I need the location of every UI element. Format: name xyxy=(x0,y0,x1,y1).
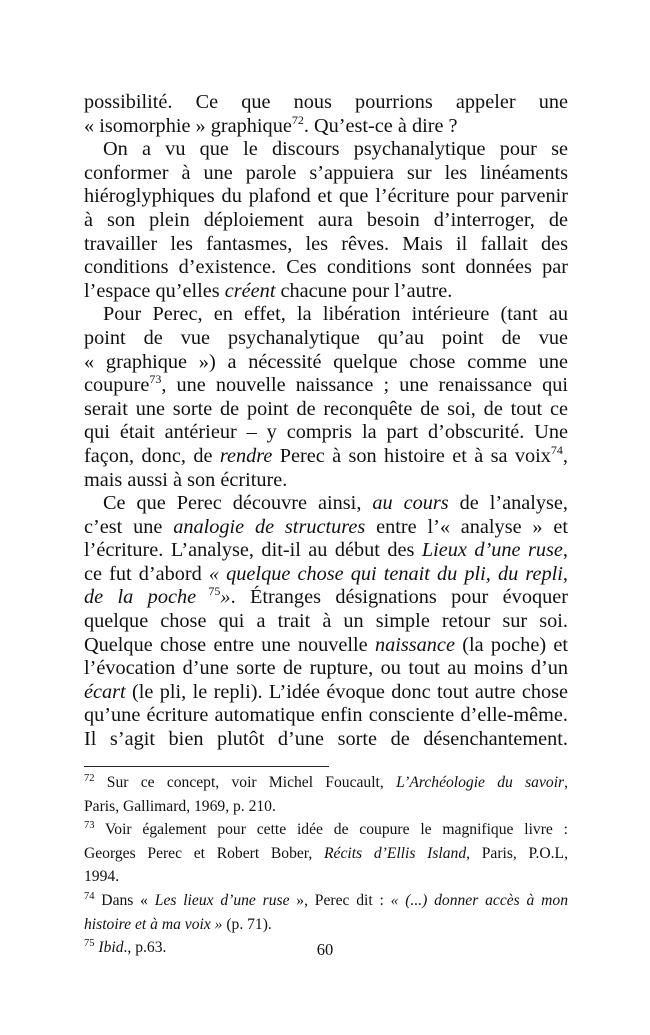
text-run: point de vue psychanalytique qu’au point de vue xyxy=(84,326,568,349)
body-line xyxy=(84,516,568,540)
text-run: . Qu’est-ce à dire ? xyxy=(303,114,458,137)
text-run: façon, donc, de xyxy=(84,444,220,467)
italic-text: naissance xyxy=(374,633,455,656)
italic-text: « quelque chose qui tenait du pli, du repli, xyxy=(208,562,568,585)
text-run: 1994. xyxy=(84,868,120,886)
body-line xyxy=(84,492,568,516)
body-line xyxy=(84,442,568,469)
text-run: , Paris, P.O.L, xyxy=(466,844,568,862)
text-run: chacune pour l’autre. xyxy=(275,279,453,302)
text-run: Pour Perec, en effet, la libération intérieure (tant au xyxy=(103,303,568,326)
body-line xyxy=(84,469,568,493)
body-line xyxy=(84,233,568,257)
text-run: travailler les fantasmes, les rêves. Mais il fallait des xyxy=(84,232,568,255)
text-run: serait une sorte de point de reconquête de soi, de tout ce xyxy=(84,397,568,420)
text-run: « isomorphie » graphique xyxy=(84,114,292,137)
text-run: . Étranges désignations pour évoquer xyxy=(230,586,569,609)
body-line xyxy=(84,256,568,280)
text-run: , une nouvelle naissance ; une renaissance qui xyxy=(161,374,568,397)
footnote-reference: 72 xyxy=(291,112,304,127)
text-run: ce fut d’abord xyxy=(84,562,209,585)
text-run: Perec à son histoire et à sa voix xyxy=(272,444,551,467)
footnote-reference: 75 xyxy=(84,938,95,950)
text-run: (p. 71). xyxy=(222,915,272,933)
italic-text: L’Archéologie du savoir xyxy=(396,774,565,791)
text-run: , xyxy=(562,539,568,562)
footnote-reference: 74 xyxy=(84,890,95,902)
text-run: l’évocation d’une sorte de rupture, ou tout au moins d’un xyxy=(84,657,568,680)
text-run: , xyxy=(564,774,569,791)
text-run: qui était antérieur – y compris la part d’obscurité. Une xyxy=(84,421,568,444)
text-run: conformer à une parole s’appuiera sur les linéaments xyxy=(84,161,568,184)
text-run: quelque chose qui a trait à un simple retour sur soi. xyxy=(84,610,568,633)
body-line xyxy=(84,112,568,139)
body-line xyxy=(84,351,568,375)
italic-text: » xyxy=(220,586,231,609)
footnotes xyxy=(84,773,568,962)
text-run: mais aussi à son écriture. xyxy=(84,468,288,491)
text-run: « graphique ») a nécessité quelque chose comme une xyxy=(84,350,568,373)
body-line xyxy=(84,209,568,233)
footnote-line xyxy=(84,797,568,821)
text-run: de l’analyse, xyxy=(448,492,568,515)
text-run: l’écriture. L’analyse, dit-il au début des xyxy=(84,539,422,562)
body-line xyxy=(84,539,568,563)
footnote-line xyxy=(84,867,568,891)
text-run: Dans « xyxy=(94,891,155,909)
text-run: Paris, Gallimard, 1969, p. 210. xyxy=(84,797,276,815)
text-run: conditions d’existence. Ces conditions sont données par xyxy=(84,256,568,279)
text-run: (la poche) et xyxy=(454,633,569,656)
body-line xyxy=(84,374,568,398)
italic-text: Récits d’Ellis Island xyxy=(324,844,467,862)
body-line xyxy=(84,303,568,327)
text-run: Il s’agit bien plutôt d’une sorte de désenchantement. xyxy=(84,728,568,751)
footnote-line xyxy=(84,820,568,844)
body-line xyxy=(84,586,568,610)
italic-text: « (...) donner accès à mon xyxy=(390,891,568,909)
text-run: ., p.63. xyxy=(123,939,167,957)
body-line xyxy=(84,634,568,658)
italic-text: rendre xyxy=(219,444,273,467)
text-run: Georges Perec et Robert Bober, xyxy=(84,844,324,862)
footnote-line xyxy=(84,844,568,868)
text-run: à son plein déploiement aura besoin d’interroger, de xyxy=(84,208,568,231)
text-run: (le pli, le repli). L’idée évoque donc tout autre chose xyxy=(125,680,568,703)
italic-text: écart xyxy=(84,680,126,703)
text-run: possibilité. Ce que nous pourrions appeler une xyxy=(84,91,568,113)
footnote-line xyxy=(84,891,568,915)
italic-text: au cours xyxy=(372,492,449,515)
body-line xyxy=(84,728,568,752)
footnote-reference: 72 xyxy=(84,773,95,784)
text-run: entre l’« analyse » et xyxy=(365,515,568,538)
body-line xyxy=(84,610,568,634)
body-line xyxy=(84,138,568,162)
italic-text: de la poche xyxy=(84,586,197,609)
italic-text: Les lieux d’une ruse xyxy=(154,891,290,909)
text-run: , xyxy=(562,444,568,467)
body-line xyxy=(84,327,568,351)
body-line xyxy=(84,657,568,681)
footnote-reference: 73 xyxy=(84,820,95,832)
main-text xyxy=(84,91,568,752)
text-run: Sur ce concept, voir Michel Foucault, xyxy=(94,774,397,791)
text-run: qu’une écriture automatique enfin consciente d’elle-même. xyxy=(84,704,568,727)
footnote-line xyxy=(84,773,568,797)
body-line xyxy=(84,681,568,705)
body-line xyxy=(84,185,568,209)
body-line xyxy=(84,704,568,728)
italic-text: analogie de structures xyxy=(173,515,366,538)
text-run: l’espace qu’elles xyxy=(84,279,225,302)
body-line xyxy=(84,421,568,445)
text-run: hiéroglyphiques du plafond et que l’écriture pour parvenir xyxy=(84,185,568,208)
body-line xyxy=(84,398,568,422)
footnote-reference: 73 xyxy=(149,372,162,387)
body-line xyxy=(84,91,568,115)
italic-text: créent xyxy=(224,279,276,302)
footnote-reference: 75 xyxy=(196,584,221,599)
italic-text: Lieux d’une ruse xyxy=(421,539,563,562)
text-run: », Perec dit : xyxy=(289,891,391,909)
body-line xyxy=(84,162,568,186)
italic-text: Ibid xyxy=(98,939,124,957)
text-run: Quelque chose entre une nouvelle xyxy=(84,633,375,656)
text-run: coupure xyxy=(84,374,150,397)
text-run: Ce que Perec découvre ainsi, xyxy=(103,492,373,515)
footnote-line xyxy=(84,915,568,939)
text-run: On a vu que le discours psychanalytique pour se xyxy=(103,138,568,161)
italic-text: histoire et à ma voix » xyxy=(84,915,223,933)
text-run: c’est une xyxy=(84,515,174,538)
body-line xyxy=(84,280,568,304)
footnote-reference: 74 xyxy=(550,442,563,457)
text-run: Voir également pour cette idée de coupure le magnifique livre : xyxy=(94,821,568,839)
body-line xyxy=(84,563,568,587)
page-number: 60 xyxy=(316,940,334,959)
footnote-separator xyxy=(84,766,329,767)
